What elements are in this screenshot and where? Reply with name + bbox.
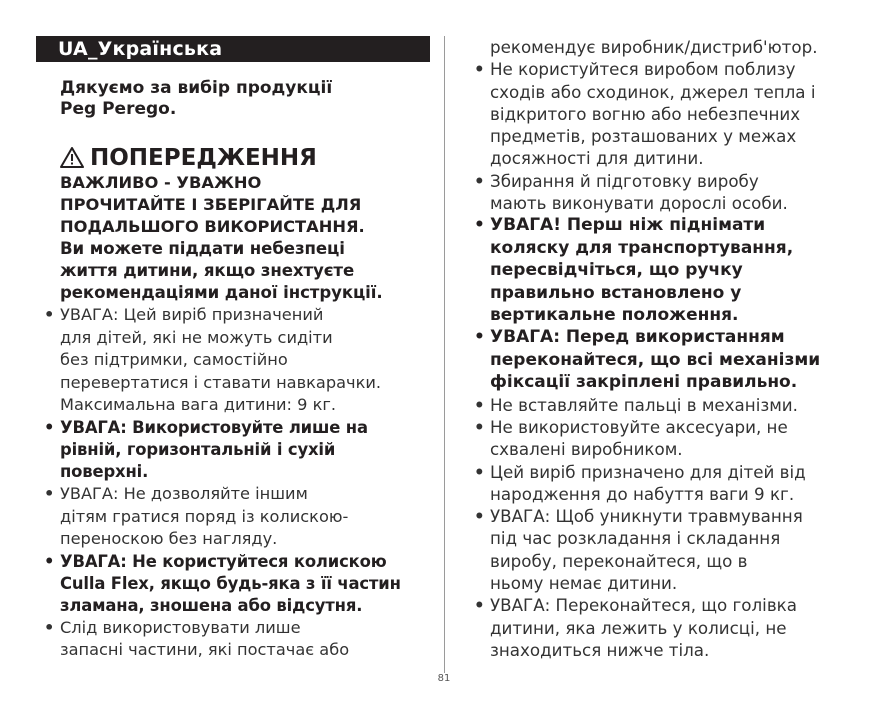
item-line: схвалені виробником. xyxy=(490,439,683,460)
item-line: предметів, розташованих у межах xyxy=(490,126,797,147)
bullet-icon: • xyxy=(474,327,485,348)
warning-item xyxy=(36,483,434,551)
right-warning-list xyxy=(466,58,856,661)
item-line: перевертатися і ставати навкарачки. xyxy=(60,372,382,392)
item-line: УВАГА: Переконайтеся, що голівка xyxy=(490,595,797,616)
item-line: мають виконувати дорослі особи. xyxy=(490,193,788,214)
item-line: рівній, горизонтальній і сухій xyxy=(60,439,336,459)
item-line: поверхні. xyxy=(60,461,149,481)
item-line: відкритого вогню або небезпечних xyxy=(490,103,801,124)
bullet-icon: • xyxy=(474,394,485,415)
intro-line: рекомендаціями даної інструкції. xyxy=(60,283,383,302)
bullet-icon: • xyxy=(44,617,55,637)
item-line: Не вставляйте пальці в механізми. xyxy=(490,394,798,415)
bullet-icon: • xyxy=(474,506,485,527)
warning-item xyxy=(466,594,856,661)
warning-item xyxy=(466,505,856,594)
warning-triangle-icon xyxy=(60,146,84,170)
item-line: УВАГА: Використовуйте лише на xyxy=(60,417,368,437)
warning-item xyxy=(466,326,856,393)
item-line: дітям гратися поряд із колискою- xyxy=(60,506,349,526)
item-line: переноскою без нагляду. xyxy=(60,529,278,549)
item-line: Не використовуйте аксесуари, не xyxy=(490,416,788,437)
item-line: Слід використовувати лише xyxy=(60,617,301,637)
warning-item xyxy=(36,617,434,662)
bullet-icon: • xyxy=(44,483,55,503)
column-divider xyxy=(444,36,445,673)
left-warning-list xyxy=(36,304,434,662)
item-line: Цей виріб призначено для дітей від xyxy=(490,461,806,482)
item-line: знаходиться нижче тіла. xyxy=(490,639,710,660)
item-line: переконайтеся, що всі механізми xyxy=(490,349,821,370)
item-line: коляску для транспортування, xyxy=(490,237,794,258)
bullet-icon: • xyxy=(474,59,485,80)
item-line: під час розкладання і складання xyxy=(490,528,781,549)
warning-item xyxy=(36,304,434,417)
item-line: народження до набуття ваги 9 кг. xyxy=(490,483,795,504)
item-line: УВАГА: Перед використанням xyxy=(490,327,785,348)
item-line: Збирання й підготовку виробу xyxy=(490,170,759,191)
item-line: без підтримки, самостійно xyxy=(60,350,288,370)
left-column xyxy=(36,36,434,662)
thanks-text xyxy=(60,78,434,120)
warning-item xyxy=(36,551,434,617)
item-line: УВАГА! Перш ніж піднімати xyxy=(490,215,766,236)
bullet-icon: • xyxy=(474,170,485,191)
important-line: ВАЖЛИВО - УВАЖНО xyxy=(60,173,262,192)
item-line: УВАГА: Не дозволяйте іншим xyxy=(60,483,308,503)
bullet-icon: • xyxy=(44,417,55,437)
bullet-icon: • xyxy=(474,215,485,236)
item-line: для дітей, які не можуть сидіти xyxy=(60,327,333,347)
item-line: сходів або сходинок, джерел тепла і xyxy=(490,81,816,102)
warning-item xyxy=(466,394,856,416)
page-number: 81 xyxy=(437,673,451,684)
item-line: пересвідчіться, що ручку xyxy=(490,260,743,281)
warning-item xyxy=(36,417,434,483)
warning-title xyxy=(60,144,434,172)
intro-line: життя дитини, якщо знехтуєте xyxy=(60,261,355,280)
thanks-line: Дякуємо за вибір продукції xyxy=(60,78,333,98)
item-line: ньому немає дитини. xyxy=(490,573,678,593)
item-line: УВАГА: Цей виріб призначений xyxy=(60,305,324,324)
warning-item xyxy=(466,170,856,215)
bullet-icon: • xyxy=(474,461,485,482)
bullet-icon: • xyxy=(44,305,55,324)
intro-warning xyxy=(60,238,434,304)
important-line: ПРОЧИТАЙТЕ І ЗБЕРІГАЙТЕ ДЛЯ xyxy=(60,195,362,214)
thanks-line: Peg Perego. xyxy=(60,99,177,119)
item-line: Максимальна вага дитини: 9 кг. xyxy=(60,395,337,415)
warning-item xyxy=(466,416,856,461)
item-line: Не користуйтеся виробом поблизу xyxy=(490,59,796,80)
item-line: УВАГА: Щоб уникнути травмування xyxy=(490,506,803,527)
bullet-icon: • xyxy=(474,416,485,437)
item-line: досяжності для дитини. xyxy=(490,148,704,169)
item-line: фіксації закріплені правильно. xyxy=(490,372,798,393)
item-line: УВАГА: Не користуйтеся колискою xyxy=(60,551,387,571)
right-column xyxy=(466,36,856,661)
warning-item xyxy=(466,214,856,326)
item-line: дитини, яка лежить у колисці, не xyxy=(490,617,787,638)
important-notice xyxy=(60,172,434,238)
language-header: UA_Українська xyxy=(36,36,430,62)
warning-item xyxy=(466,58,856,169)
intro-line: Ви можете піддати небезпеці xyxy=(60,239,345,258)
warning-title-text: ПОПЕРЕДЖЕННЯ xyxy=(90,145,317,171)
warning-item xyxy=(466,461,856,506)
item-line: Culla Flex, якщо будь-яка з її частин xyxy=(60,573,401,593)
item-line: вертикальне положення. xyxy=(490,305,739,325)
item-line: зламана, зношена або відсутня. xyxy=(60,595,363,615)
bullet-icon: • xyxy=(474,595,485,616)
important-line: ПОДАЛЬШОГО ВИКОРИСТАННЯ. xyxy=(60,217,365,236)
item-line: виробу, переконайтеся, що в xyxy=(490,550,748,571)
item-line: запасні частини, які постачає або xyxy=(60,640,350,660)
continued-text: рекомендує виробник/дистриб'ютор. xyxy=(490,37,818,57)
item-line: правильно встановлено у xyxy=(490,282,742,303)
bullet-icon: • xyxy=(44,551,55,571)
